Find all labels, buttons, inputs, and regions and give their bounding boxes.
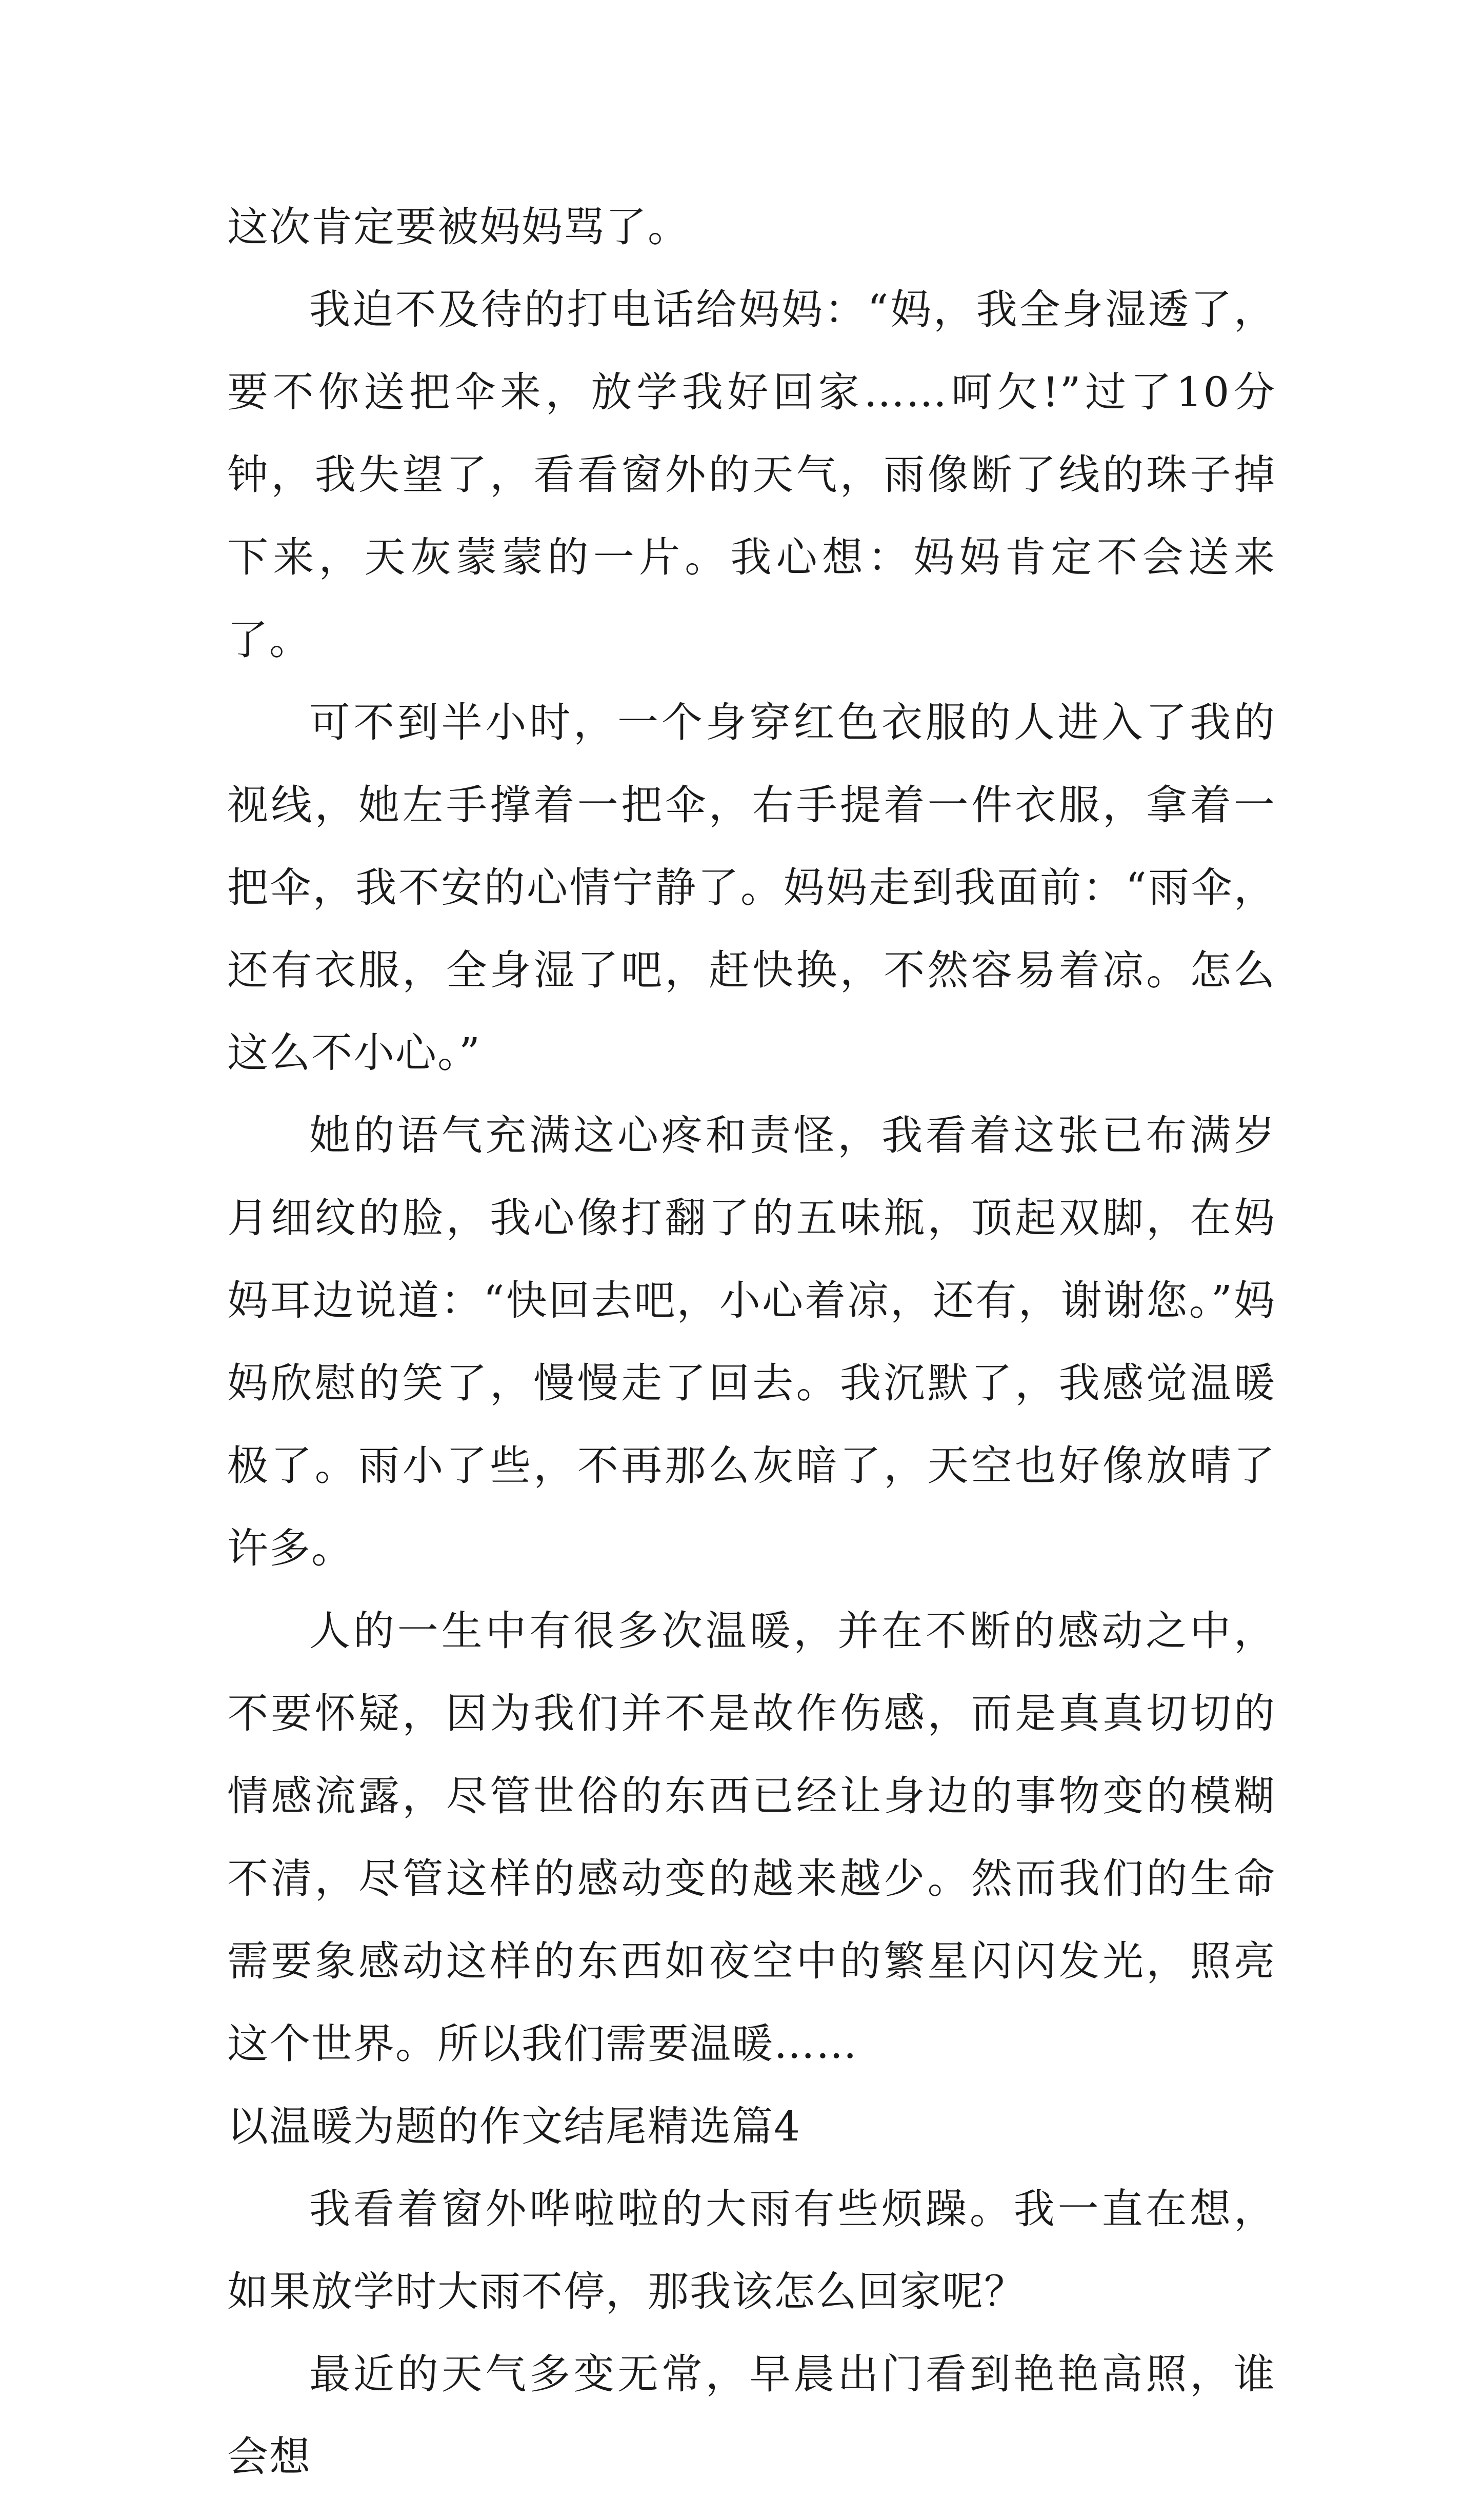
paragraph-weather: 最近的天气多变无常，早晨出门看到艳艳高照，谁会想 <box>227 2350 1276 2481</box>
paragraph-rain: 我看着窗外哗啦啦的大雨有些烦躁。我一直在想，如果放学时大雨不停，那我该怎么回家呢？ <box>227 2185 1276 2315</box>
paragraph-reflection: 人的一生中有很多次温暖，并在不断的感动之中，不要怀疑，因为我们并不是故作伤感，而是真真切切的情感流露，尽管世俗的东西已经让身边的事物变的模糊不清，尽管这样的感动变的越来越少。然而我们的生命需要象感动这样的东西如夜空中的繁星闪闪发光，照亮这个世界。所以我们需要温暖…… <box>227 1607 1276 2068</box>
document-body <box>227 186 1276 2498</box>
section-heading: 以温暖为题的作文结尾精选篇4 <box>227 2103 801 2150</box>
paragraph-mother-arrives: 可不到半小时，一个身穿红色衣服的人进入了我的视线，她左手撑着一把伞，右手提着一件衣服，拿着一把伞，我不安的心情宁静了。妈妈走到我面前：“雨伞，还有衣服，全身湿了吧，赶快换，不然容易着凉。怎么这么不小心。” <box>227 699 1276 1077</box>
paragraph-continuation: 这次肯定要被妈妈骂了。 <box>227 203 690 251</box>
paragraph-gratitude: 她的语气充满这心疼和责怪，我看着这张已布满岁月细纹的脸，我心像打翻了的五味瓶，顶起双脚，在妈妈耳边说道：“快回去吧，小心着凉，还有，谢谢您。”妈妈欣慰的笑了，慢慢走了回去。我沉默了，我感觉温暖极了。雨小了些，不再那么灰暗了，天空也好像放晴了许多。 <box>227 1112 1276 1572</box>
paragraph-phone-call: 我迫不及待的打电话给妈妈：“妈，我全身湿透了，要不你送把伞来，放学我好回家……呵欠!”过了10分钟，我失望了，看看窗外的天气，雨像断了线的珠子掉下来，天灰蒙蒙的一片。我心想：妈妈肯定不会送来了。 <box>227 286 1276 664</box>
